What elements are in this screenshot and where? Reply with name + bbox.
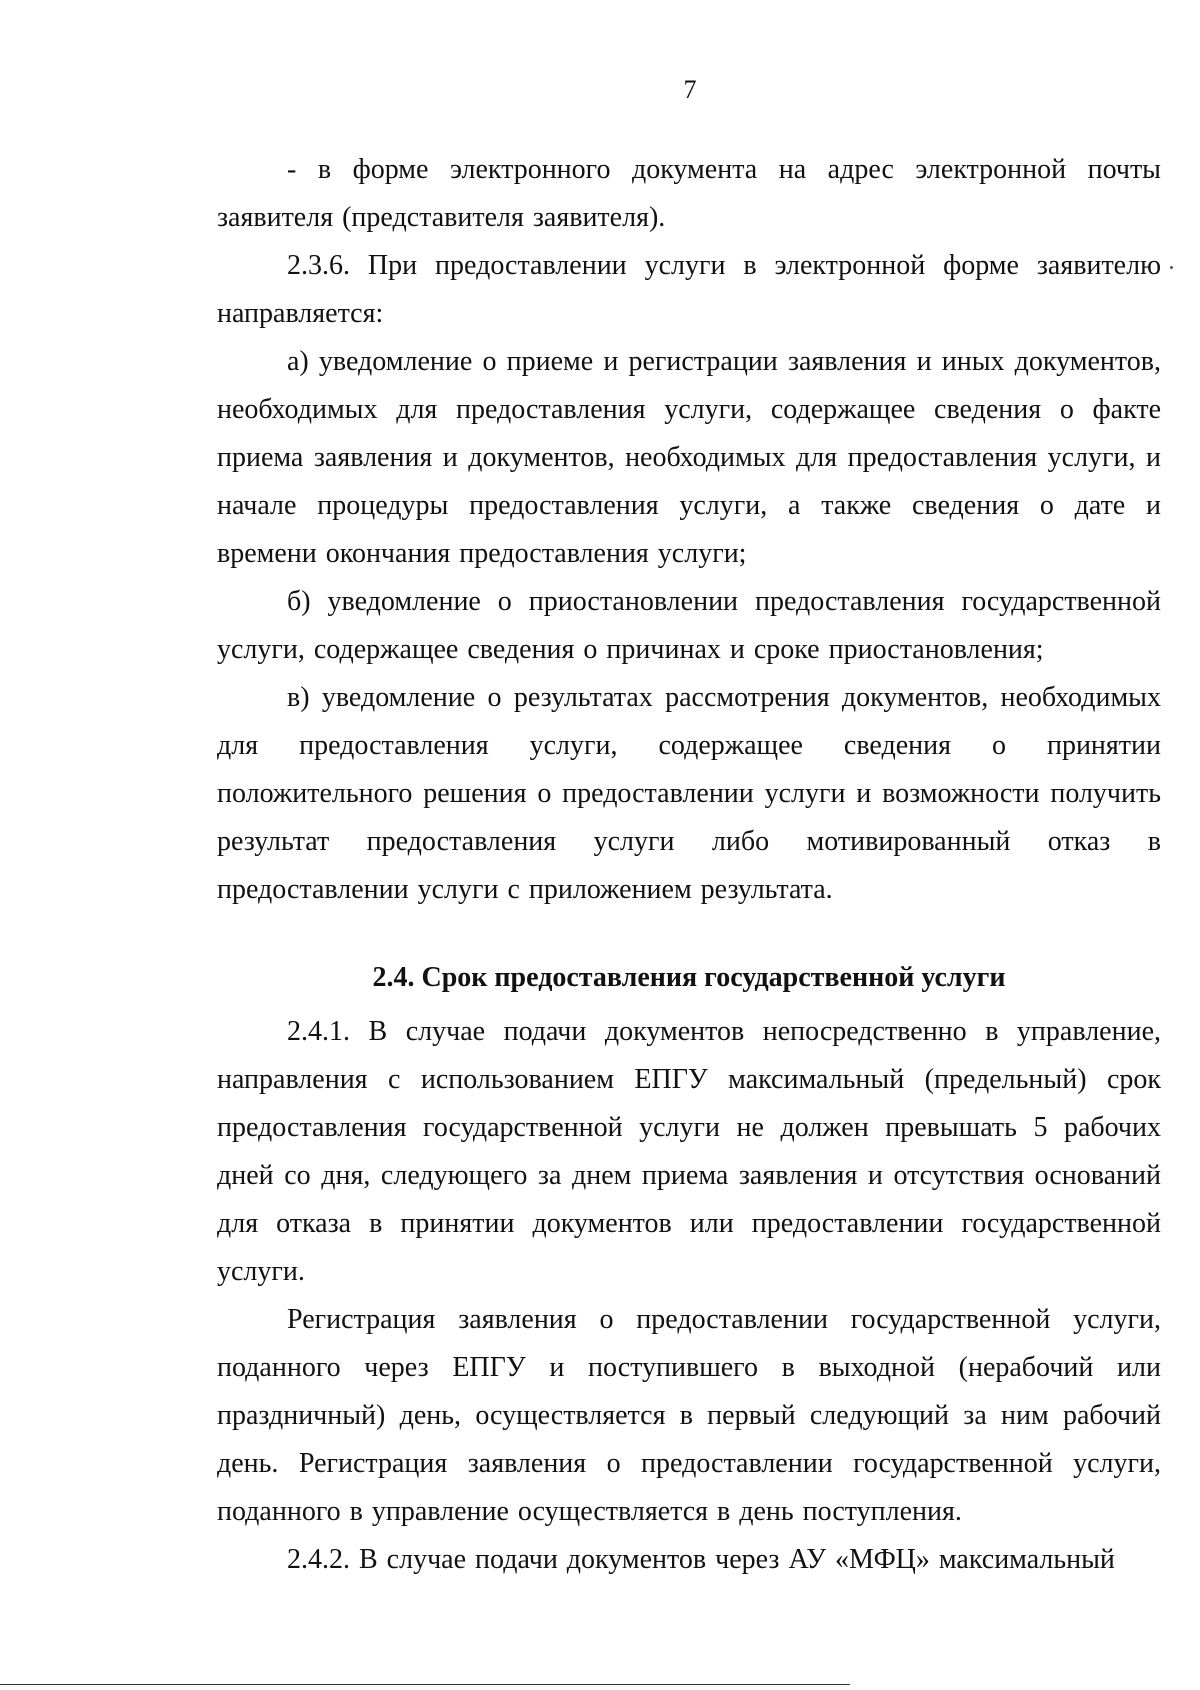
scan-speck	[1170, 266, 1173, 269]
document-body	[217, 146, 1161, 1584]
page-number: 7	[683, 75, 697, 104]
section-heading-2-4: 2.4. Срок предоставления государственной услуги	[372, 962, 1006, 993]
paragraph-item-a: а) уведомление о приеме и регистрации заявления и иных документов, необходимых для предоставления услуги, содержащее сведения о факте приема заявления и документов, необходимых для предоставления услуги, и начале процедуры предоставления услуги, а также сведения о дате и времени окончания предоставления услуги;	[217, 346, 1161, 569]
paragraph-electronic-email: - в форме электронного документа на адрес электронной почты заявителя (представителя заявителя).	[217, 154, 1161, 233]
footer-rule	[0, 1684, 850, 1685]
paragraph-item-b: б) уведомление о приостановлении предоставления государственной услуги, содержащее сведения о причинах и сроке приостановления;	[217, 586, 1161, 665]
paragraph-2-3-6: 2.3.6. При предоставлении услуги в электронной форме заявителю направляется:	[217, 250, 1161, 329]
paragraph-item-v: в) уведомление о результатах рассмотрения документов, необходимых для предоставления услуги, содержащее сведения о принятии положительного решения о предоставлении услуги и возможности получить результат предоставления услуги либо мотивированный отказ в предоставлении услуги с приложением результата.	[217, 682, 1161, 905]
paragraph-registration: Регистрация заявления о предоставлении государственной услуги, поданного через ЕПГУ и поступившего в выходной (нерабочий или праздничный) день, осуществляется в первый следующий за ним рабочий день. Регистрация заявления о предоставлении государственной услуги, поданного в управление осуществляется в день поступления.	[217, 1304, 1161, 1527]
paragraph-2-4-1: 2.4.1. В случае подачи документов непосредственно в управление, направления с использованием ЕПГУ максимальный (предельный) срок предоставления государственной услуги не должен превышать 5 рабочих дней со дня, следующего за днем приема заявления и отсутствия оснований для отказа в принятии документов или предоставлении государственной услуги.	[217, 1016, 1161, 1287]
paragraph-2-4-2: 2.4.2. В случае подачи документов через АУ «МФЦ» максимальный	[287, 1544, 1115, 1575]
